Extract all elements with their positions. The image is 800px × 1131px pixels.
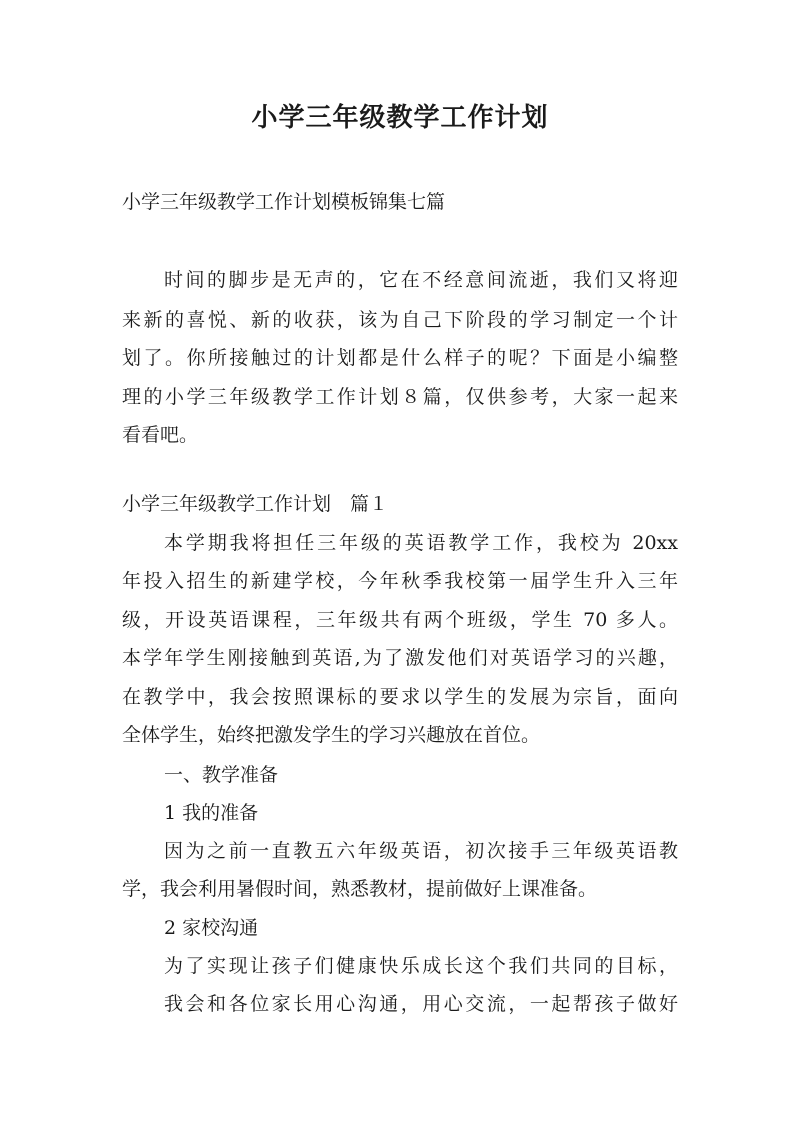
body-line-3: 级，开设英语课程，三年级共有两个班级，学生 70 多人。 [122, 609, 678, 631]
subheading-my-preparation: 1 我的准备 [164, 802, 259, 824]
communication-line-1: 为了实现让孩子们健康快乐成长这个我们共同的目标， [164, 955, 678, 977]
heading-teaching-preparation: 一、教学准备 [164, 764, 279, 786]
document-subtitle: 小学三年级教学工作计划模板锦集七篇 [122, 191, 446, 213]
intro-line-2: 来新的喜悦、新的收获，该为自己下阶段的学习制定一个计 [122, 309, 678, 331]
intro-line-4: 理的小学三年级教学工作计划８篇，仅供参考，大家一起来 [122, 386, 678, 408]
body-line-6: 全体学生，始终把激发学生的学习兴趣放在首位。 [122, 724, 541, 746]
preparation-line-2: 学，我会利用暑假时间，熟悉教材，提前做好上课准备。 [122, 878, 598, 900]
body-line-1: 本学期我将担任三年级的英语教学工作，我校为 20xx [164, 532, 678, 554]
body-line-5: 在教学中，我会按照课标的要求以学生的发展为宗旨，面向 [122, 686, 678, 708]
intro-line-5: 看看吧。 [122, 424, 199, 446]
body-line-4: 本学年学生刚接触到英语,为了激发他们对英语学习的兴趣， [122, 647, 678, 669]
intro-line-3: 划了。你所接触过的计划都是什么样子的呢？下面是小编整 [122, 347, 678, 369]
preparation-line-1: 因为之前一直教五六年级英语，初次接手三年级英语教 [164, 840, 678, 862]
communication-line-2: 我会和各位家长用心沟通，用心交流，一起帮孩子做好 [164, 993, 678, 1015]
document-title: 小学三年级教学工作计划 [251, 103, 549, 133]
body-line-2: 年投入招生的新建学校，今年秋季我校第一届学生升入三年 [122, 570, 678, 592]
subheading-home-school: 2 家校沟通 [164, 917, 259, 939]
section-heading: 小学三年级教学工作计划 篇１ [122, 493, 389, 515]
intro-line-1: 时间的脚步是无声的，它在不经意间流逝，我们又将迎 [164, 269, 678, 291]
